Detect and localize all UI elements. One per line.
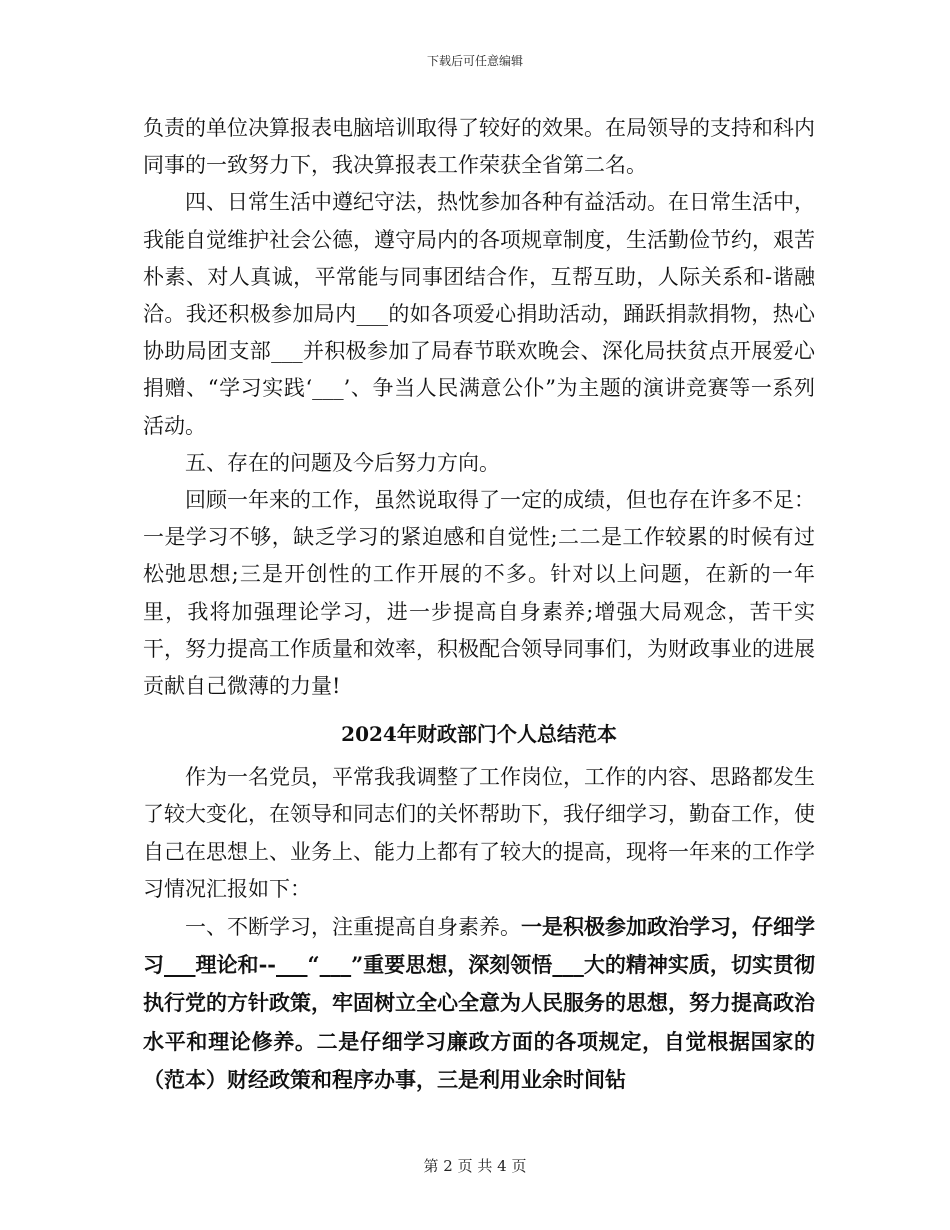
page-footer: 第 2 页 共 4 页 — [423, 1157, 527, 1175]
paragraph-section-five-heading: 五、存在的问题及今后努力方向。 — [185, 450, 500, 475]
paragraph-continuation: 负责的单位决算报表电脑培训取得了较好的效果。在局领导的支持和科内同事的一致努力下，我决算报表工作荣获全省第二名。 — [143, 116, 815, 178]
paragraph-point-one — [143, 908, 815, 1099]
point-one-body: 一是积极参加政治学习，仔细学习___理论和--___“___”重要思想，深刻领悟___大的精神实质，切实贯彻执行党的方针政策，牢固树立全心全意为人民服务的思想，努力提高政治水平和理论修养。二是仔细学习廉政方面的各项规定，自觉根据国家的（范本）财经政策和程序办事，三是利用业余时间钻 — [143, 914, 815, 1092]
document-body — [143, 110, 815, 1099]
paragraph-review: 回顾一年来的工作，虽然说取得了一定的成绩，但也存在许多不足：一是学习不够，缺乏学习的紧迫感和自觉性;二二是工作较累的时候有过松弛思想;三是开创性的工作开展的不多。针对以上问题，在新的一年里，我将加强理论学习，进一步提高自身素养;增强大局观念，苦干实干，努力提高工作质量和效率，积极配合领导同事们，为财政事业的进展贡献自己微薄的力量! — [143, 488, 815, 699]
section-title: 2024年财政部门个人总结范本 — [341, 722, 617, 747]
paragraph-intro: 作为一名党员，平常我我调整了工作岗位，工作的内容、思路都发生了较大变化，在领导和同志们的关怀帮助下，我仔细学习，勤奋工作，使自己在思想上、业务上、能力上都有了较大的提高，现将一年来的工作学习情况汇报如下： — [143, 765, 815, 901]
page-header: 下载后可任意编辑 — [426, 54, 523, 68]
point-one-heading: 一、不断学习，注重提高自身素养。 — [185, 915, 521, 940]
paragraph-section-four: 四、日常生活中遵纪守法，热忱参加各种有益活动。在日常生活中，我能自觉维护社会公德，遵守局内的各项规章制度，生活勤俭节约，艰苦朴素、对人真诚，平常能与同事团结合作，互帮互助，人际关系和-谐融洽。我还积极参加局内___的如各项爱心捐助活动，踊跃捐款捐物，热心协助局团支部___并积极参加了局春节联欢晚会、深化局扶贫点开展爱心捐赠、“学习实践‘___’、争当人民满意公仆”为主题的演讲竞赛等一系列活动。 — [143, 190, 815, 438]
